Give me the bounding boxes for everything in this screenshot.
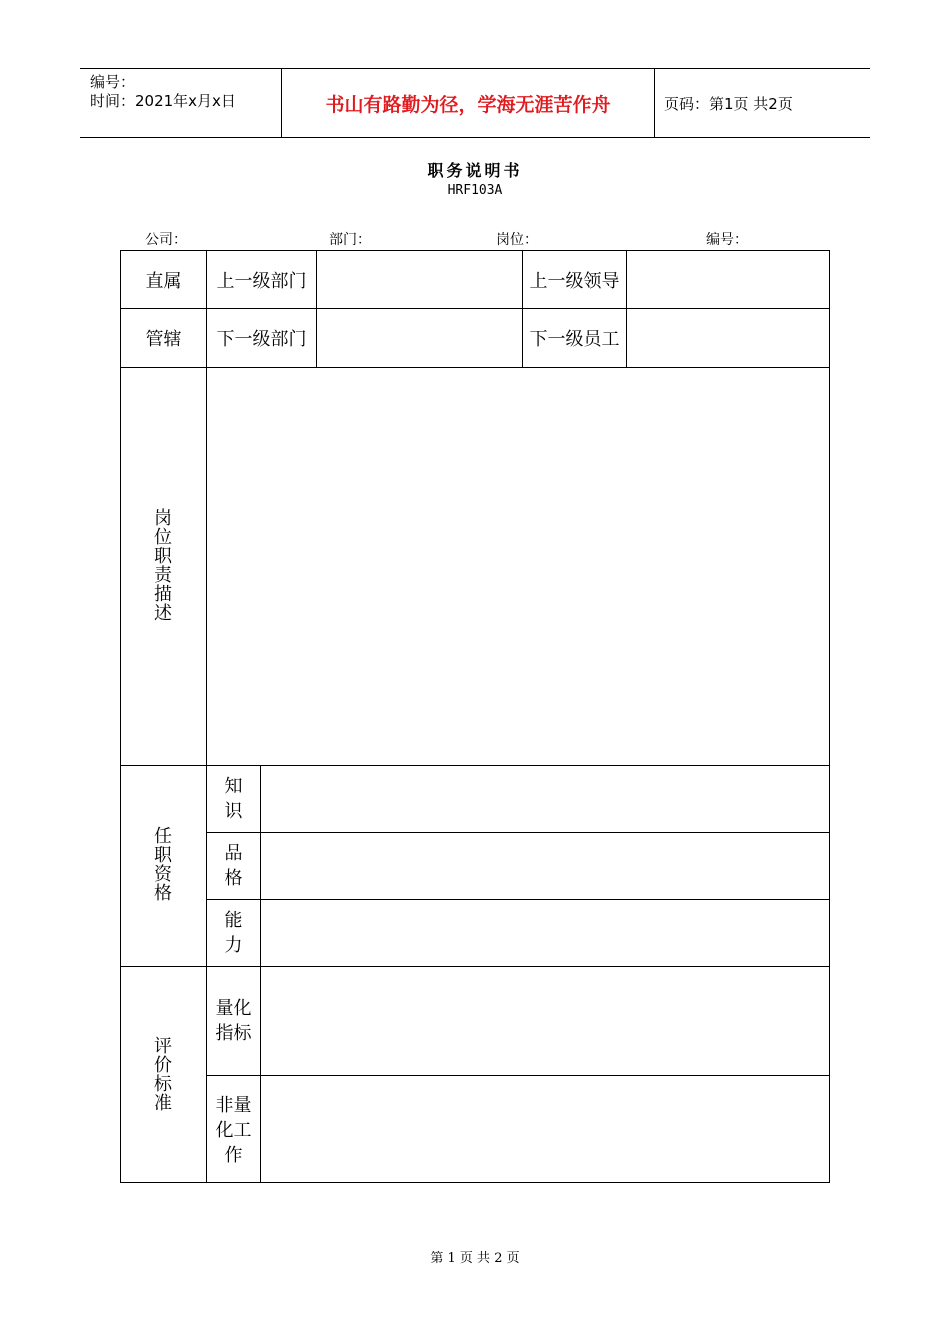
page-footer: 第 1 页 共 2 页 xyxy=(430,1251,520,1266)
document-code: HRF103A xyxy=(447,183,503,198)
position-label: 岗位： xyxy=(496,232,538,248)
document-title: 职务说明书 xyxy=(427,161,523,180)
serial-label: 编号： xyxy=(90,73,136,91)
knowledge-field[interactable] xyxy=(261,766,829,832)
duties-field[interactable] xyxy=(207,368,829,765)
ability-field[interactable] xyxy=(261,900,829,966)
lower-dept-field[interactable] xyxy=(317,309,522,367)
page-info: 页码：第1页 共2页 xyxy=(664,95,793,113)
lower-staff-field[interactable] xyxy=(627,309,829,367)
header-left-block xyxy=(90,73,236,111)
upper-dept-field[interactable] xyxy=(317,251,522,308)
motto: 书山有路勤为径，学海无涯苦作舟 xyxy=(325,93,611,116)
lower-dept-label: 下一级部门 xyxy=(216,329,307,350)
character-label: 品 格 xyxy=(224,843,243,889)
duties-label: 岗 位 职 责 描 述 xyxy=(154,508,172,624)
non-quantified-field[interactable] xyxy=(261,1076,829,1182)
company-label: 公司： xyxy=(145,232,187,248)
job-description-table xyxy=(120,250,830,1183)
page-header xyxy=(80,68,870,138)
quantified-field[interactable] xyxy=(261,967,829,1075)
lower-staff-label: 下一级员工 xyxy=(529,329,620,350)
upper-leader-label: 上一级领导 xyxy=(529,270,620,292)
number-label: 编号： xyxy=(706,232,748,248)
non-quantified-label: 非量 化工 作 xyxy=(215,1095,252,1166)
qualification-label: 任 职 资 格 xyxy=(154,826,172,904)
department-label: 部门： xyxy=(329,232,371,248)
ability-label: 能 力 xyxy=(224,910,243,956)
manage-label: 管辖 xyxy=(145,329,182,350)
character-field[interactable] xyxy=(261,833,829,899)
date-line: 时间：2021年x月x日 xyxy=(90,92,236,110)
upper-leader-field[interactable] xyxy=(627,251,829,308)
direct-label: 直属 xyxy=(145,270,182,292)
header-divider xyxy=(654,69,655,137)
upper-dept-label: 上一级部门 xyxy=(216,270,307,292)
evaluation-label: 评 价 标 准 xyxy=(154,1036,172,1114)
quantified-label: 量化 指标 xyxy=(215,998,252,1044)
knowledge-label: 知 识 xyxy=(224,776,243,822)
